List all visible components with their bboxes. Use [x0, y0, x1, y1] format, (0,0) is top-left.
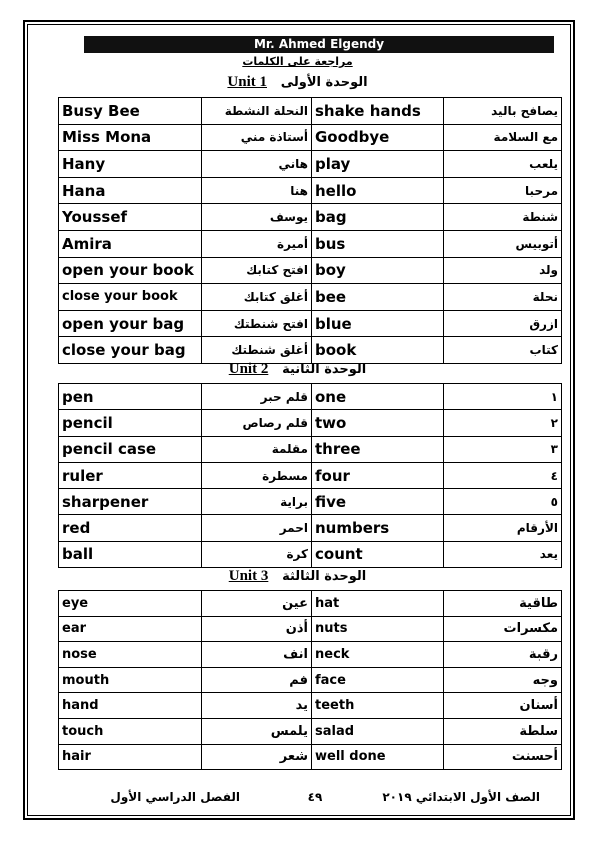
english-word-cell: hat — [312, 591, 444, 617]
arabic-meaning-cell: يعد — [444, 541, 562, 567]
english-word-cell: bag — [312, 204, 444, 231]
table-row — [59, 436, 562, 462]
arabic-meaning-cell: ازرق — [444, 310, 562, 337]
table-row — [59, 718, 562, 744]
arabic-meaning-cell: ٤ — [444, 462, 562, 488]
english-word-cell: boy — [312, 257, 444, 284]
english-word-cell: touch — [59, 718, 202, 744]
english-word-cell: well done — [312, 744, 444, 770]
arabic-meaning-cell: يلمس — [202, 718, 312, 744]
table-row — [59, 462, 562, 488]
table-row — [59, 410, 562, 436]
table-row — [59, 177, 562, 204]
arabic-meaning-cell: يد — [202, 693, 312, 719]
table-row — [59, 591, 562, 617]
arabic-meaning-cell: هاني — [202, 151, 312, 178]
arabic-meaning-cell: مع السلامة — [444, 124, 562, 151]
english-word-cell: Busy Bee — [59, 98, 202, 125]
english-word-cell: two — [312, 410, 444, 436]
english-word-cell: mouth — [59, 667, 202, 693]
english-word-cell: ruler — [59, 462, 202, 488]
english-word-cell: Hana — [59, 177, 202, 204]
arabic-meaning-cell: نحلة — [444, 284, 562, 311]
footer-page-number: ٤٩ — [307, 790, 323, 804]
arabic-meaning-cell: الأرقام — [444, 515, 562, 541]
table-row — [59, 541, 562, 567]
author-banner: Mr. Ahmed Elgendy — [84, 36, 554, 53]
unit-3-heading — [0, 568, 595, 585]
arabic-meaning-cell: أستاذة مني — [202, 124, 312, 151]
table-row — [59, 616, 562, 642]
table-row — [59, 257, 562, 284]
table-row — [59, 204, 562, 231]
table-row — [59, 489, 562, 515]
arabic-meaning-cell: أتوبيس — [444, 230, 562, 257]
arabic-meaning-cell: وجه — [444, 667, 562, 693]
arabic-meaning-cell: يصافح باليد — [444, 98, 562, 125]
english-word-cell: ball — [59, 541, 202, 567]
english-word-cell: face — [312, 667, 444, 693]
english-word-cell: sharpener — [59, 489, 202, 515]
english-word-cell: Amira — [59, 230, 202, 257]
arabic-meaning-cell: أذن — [202, 616, 312, 642]
english-word-cell: Goodbye — [312, 124, 444, 151]
arabic-meaning-cell: احمر — [202, 515, 312, 541]
arabic-meaning-cell: افتح كتابك — [202, 257, 312, 284]
english-word-cell: shake hands — [312, 98, 444, 125]
arabic-meaning-cell: يوسف — [202, 204, 312, 231]
english-word-cell: Hany — [59, 151, 202, 178]
english-word-cell: salad — [312, 718, 444, 744]
english-word-cell: book — [312, 337, 444, 364]
unit-title-en: Unit 3 — [228, 568, 269, 584]
english-word-cell: play — [312, 151, 444, 178]
table-row — [59, 642, 562, 668]
arabic-meaning-cell: انف — [202, 642, 312, 668]
english-word-cell: three — [312, 436, 444, 462]
arabic-meaning-cell: عين — [202, 591, 312, 617]
arabic-meaning-cell: النحلة النشطة — [202, 98, 312, 125]
unit-title-ar: الوحدة الأولى — [280, 75, 368, 90]
arabic-meaning-cell: ٥ — [444, 489, 562, 515]
english-word-cell: blue — [312, 310, 444, 337]
unit-1-heading — [0, 74, 595, 91]
english-word-cell: one — [312, 384, 444, 410]
english-word-cell: pen — [59, 384, 202, 410]
unit-title-en: Unit 2 — [228, 361, 269, 377]
arabic-meaning-cell: ولد — [444, 257, 562, 284]
arabic-meaning-cell: يلعب — [444, 151, 562, 178]
table-row — [59, 284, 562, 311]
unit-2-vocab-table — [58, 383, 562, 568]
unit-title-ar: الوحدة الثانية — [282, 362, 367, 377]
english-word-cell: hair — [59, 744, 202, 770]
arabic-meaning-cell: قلم حبر — [202, 384, 312, 410]
english-word-cell: five — [312, 489, 444, 515]
arabic-meaning-cell: شعر — [202, 744, 312, 770]
table-row — [59, 515, 562, 541]
table-row — [59, 124, 562, 151]
english-word-cell: count — [312, 541, 444, 567]
unit-1-vocab-table — [58, 97, 562, 364]
english-word-cell: pencil — [59, 410, 202, 436]
arabic-meaning-cell: قلم رصاص — [202, 410, 312, 436]
english-word-cell: hello — [312, 177, 444, 204]
arabic-meaning-cell: أميرة — [202, 230, 312, 257]
arabic-meaning-cell: أغلق كتابك — [202, 284, 312, 311]
english-word-cell: open your bag — [59, 310, 202, 337]
arabic-meaning-cell: شنطة — [444, 204, 562, 231]
table-row — [59, 693, 562, 719]
english-word-cell: neck — [312, 642, 444, 668]
table-row — [59, 151, 562, 178]
arabic-meaning-cell: مرحبا — [444, 177, 562, 204]
arabic-meaning-cell: براية — [202, 489, 312, 515]
table-row — [59, 310, 562, 337]
arabic-meaning-cell: طاقية — [444, 591, 562, 617]
unit-title-ar: الوحدة الثالثة — [282, 569, 367, 584]
arabic-meaning-cell: أحسنت — [444, 744, 562, 770]
english-word-cell: close your book — [59, 284, 202, 311]
english-word-cell: hand — [59, 693, 202, 719]
english-word-cell: teeth — [312, 693, 444, 719]
english-word-cell: pencil case — [59, 436, 202, 462]
english-word-cell: nose — [59, 642, 202, 668]
english-word-cell: red — [59, 515, 202, 541]
english-word-cell: ear — [59, 616, 202, 642]
table-row — [59, 337, 562, 364]
english-word-cell: numbers — [312, 515, 444, 541]
english-word-cell: bee — [312, 284, 444, 311]
arabic-meaning-cell: مسطرة — [202, 462, 312, 488]
arabic-meaning-cell: مقلمة — [202, 436, 312, 462]
page-subtitle: مراجعة على الكلمات — [242, 55, 353, 68]
footer-term: الفصل الدراسي الأول — [110, 790, 240, 804]
english-word-cell: four — [312, 462, 444, 488]
arabic-meaning-cell: ٢ — [444, 410, 562, 436]
arabic-meaning-cell: أسنان — [444, 693, 562, 719]
arabic-meaning-cell: افتح شنطتك — [202, 310, 312, 337]
arabic-meaning-cell: أغلق شنطتك — [202, 337, 312, 364]
table-row — [59, 98, 562, 125]
english-word-cell: Youssef — [59, 204, 202, 231]
unit-title-en: Unit 1 — [227, 74, 267, 90]
english-word-cell: eye — [59, 591, 202, 617]
arabic-meaning-cell: سلطة — [444, 718, 562, 744]
english-word-cell: Miss Mona — [59, 124, 202, 151]
unit-2-heading — [0, 361, 595, 378]
table-row — [59, 744, 562, 770]
arabic-meaning-cell: ٣ — [444, 436, 562, 462]
arabic-meaning-cell: مكسرات — [444, 616, 562, 642]
arabic-meaning-cell: رقبة — [444, 642, 562, 668]
english-word-cell: open your book — [59, 257, 202, 284]
footer-grade: الصف الأول الابتدائي ٢٠١٩ — [382, 790, 540, 804]
arabic-meaning-cell: فم — [202, 667, 312, 693]
english-word-cell: nuts — [312, 616, 444, 642]
table-row — [59, 230, 562, 257]
unit-3-vocab-table — [58, 590, 562, 770]
table-row — [59, 667, 562, 693]
arabic-meaning-cell: كرة — [202, 541, 312, 567]
english-word-cell: close your bag — [59, 337, 202, 364]
english-word-cell: bus — [312, 230, 444, 257]
arabic-meaning-cell: هنا — [202, 177, 312, 204]
arabic-meaning-cell: كتاب — [444, 337, 562, 364]
arabic-meaning-cell: ١ — [444, 384, 562, 410]
table-row — [59, 384, 562, 410]
